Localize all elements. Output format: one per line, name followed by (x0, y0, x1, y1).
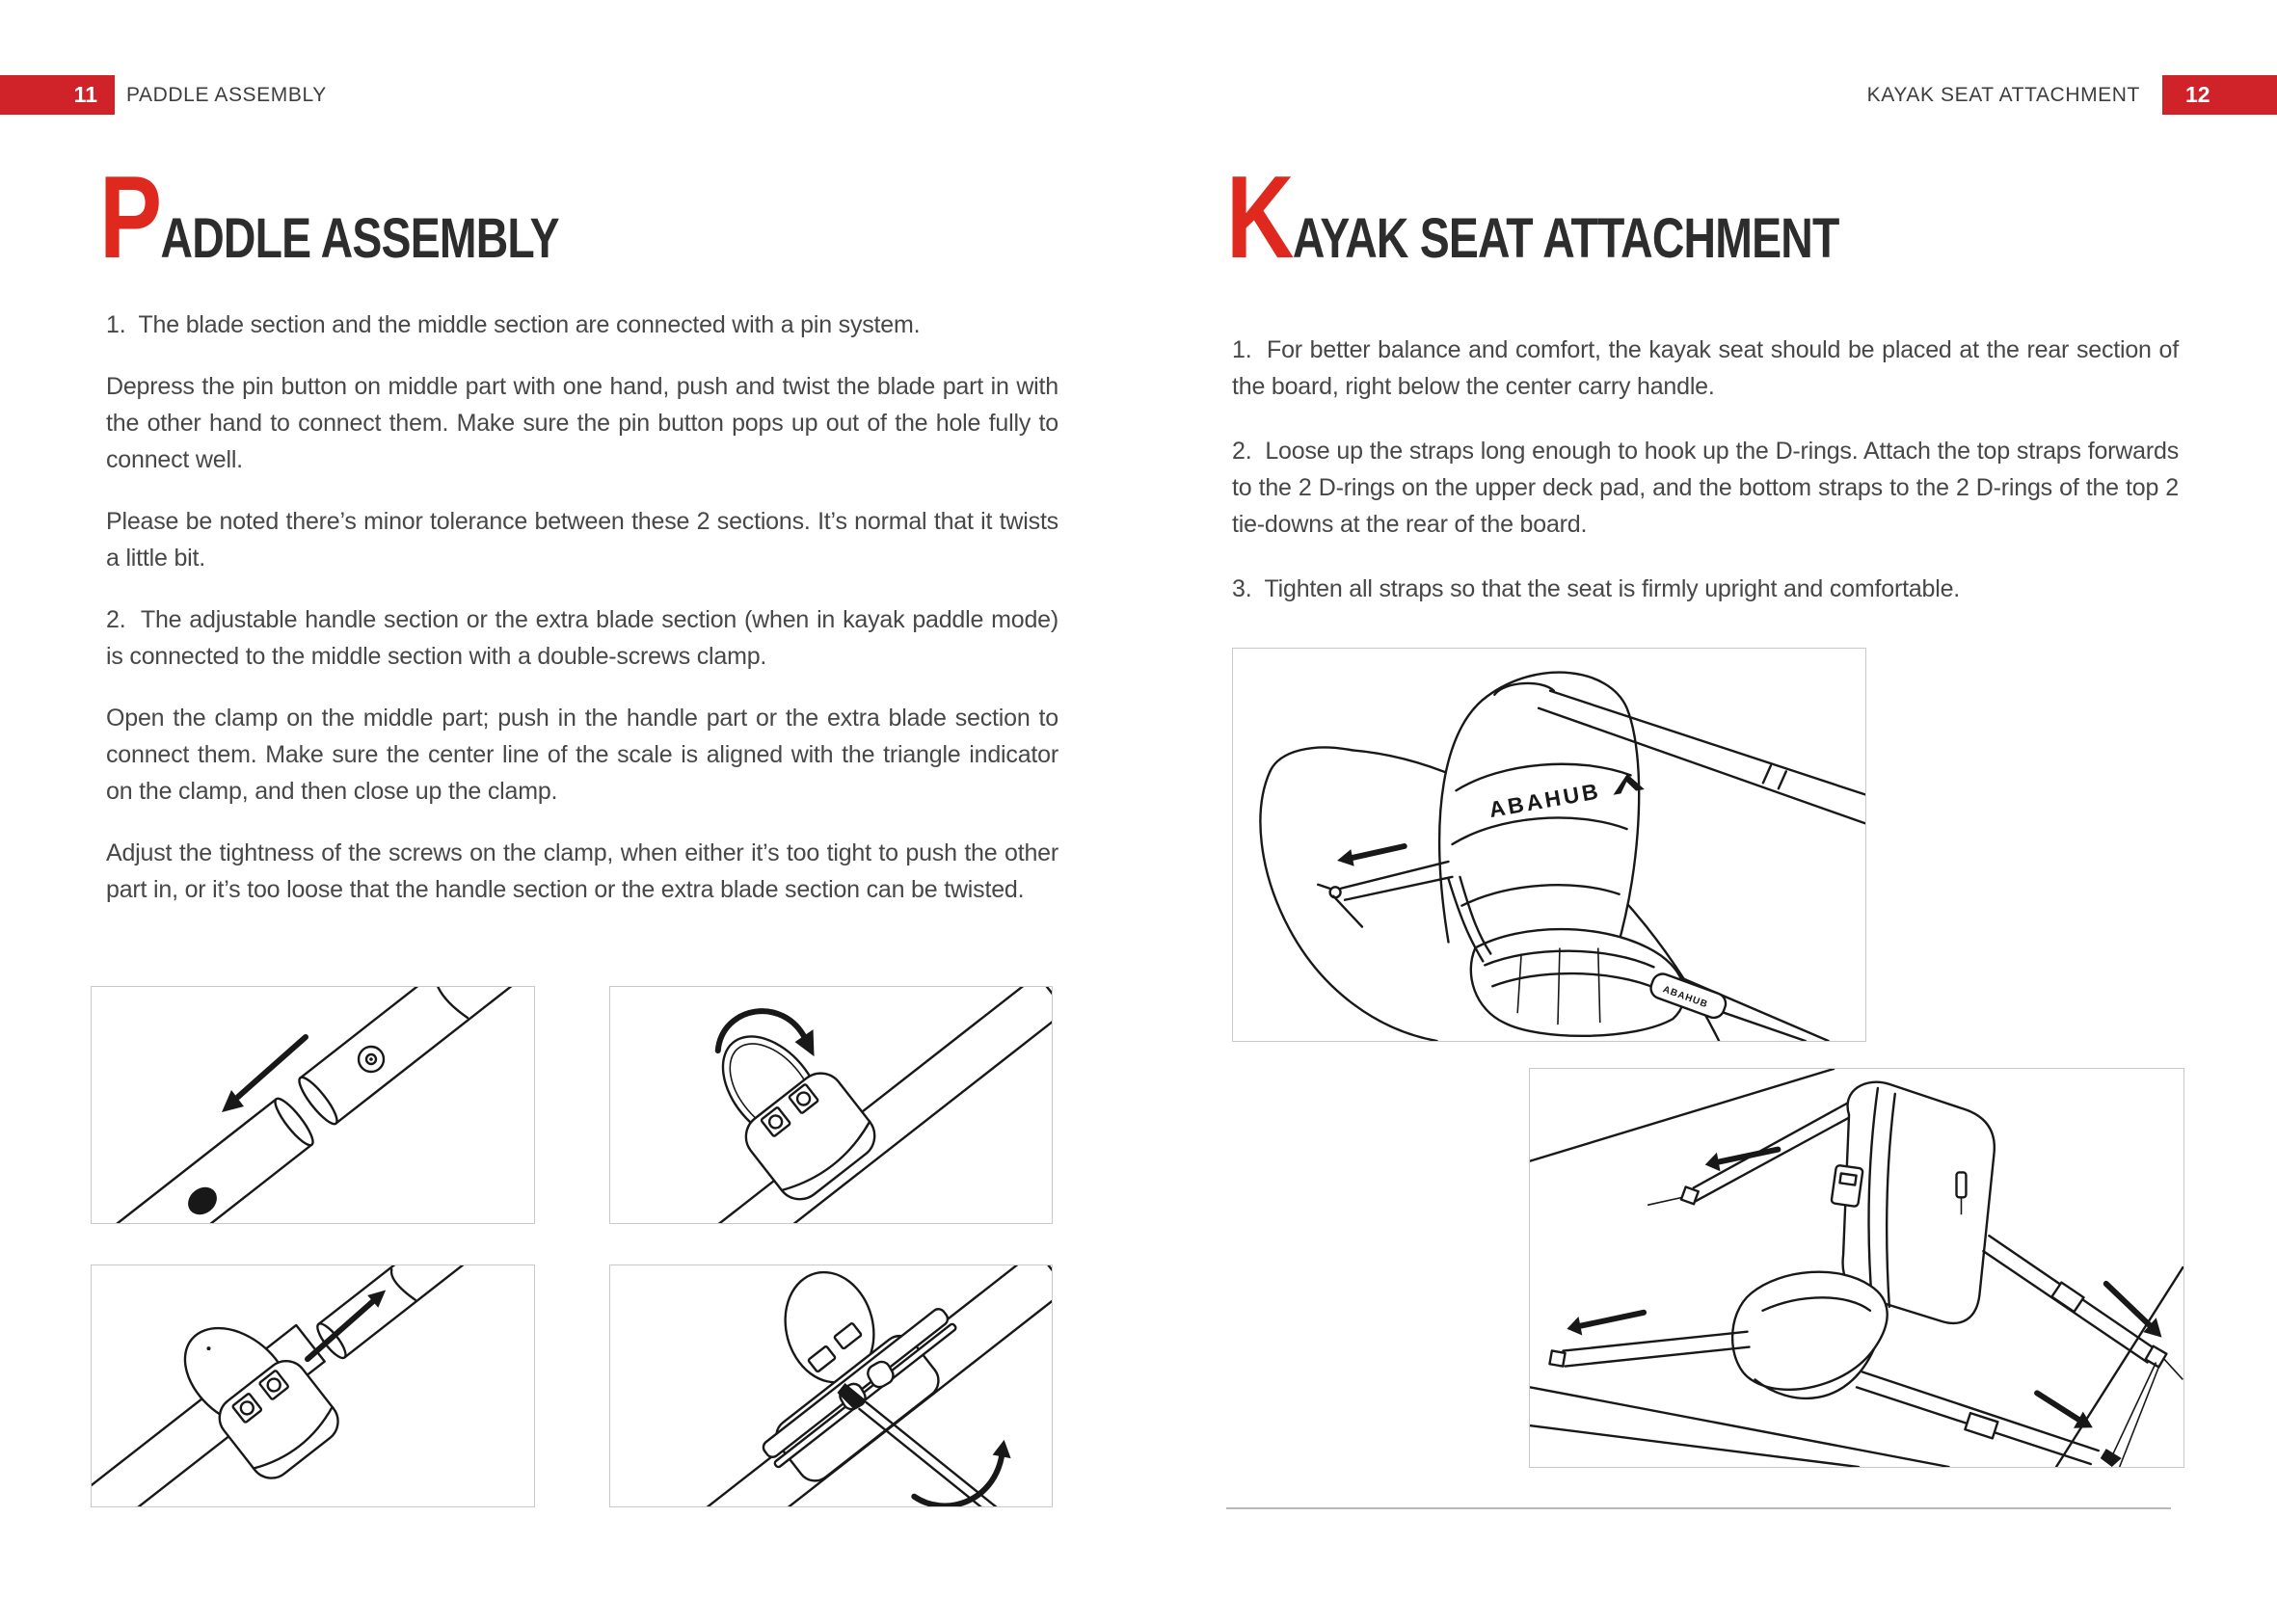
mid-left-strap (1549, 1313, 1749, 1367)
figure-handle-insert (91, 1265, 535, 1507)
running-header-right: KAYAK SEAT ATTACHMENT (1866, 84, 2140, 106)
handle-insert-illustration (92, 1265, 534, 1506)
d-ring (1681, 1186, 1699, 1204)
page-number-badge-right (2162, 75, 2277, 115)
seat-on-board-illustration (1233, 649, 1865, 1041)
running-header-left: PADDLE ASSEMBLY (126, 84, 327, 106)
figure-clamp-close (609, 986, 1053, 1224)
d-ring (1549, 1350, 1565, 1366)
seat-logo-text: ABAHUB (1487, 778, 1603, 823)
strap-arrow (1567, 1317, 1582, 1336)
page-title-right (1226, 151, 1839, 282)
figure-screw-adjust (609, 1265, 1053, 1507)
figure-pin-connection (91, 986, 535, 1224)
seat-base (1732, 1272, 1888, 1398)
seat-straps-rear-illustration (1530, 1069, 2183, 1467)
title-rest-left: ADDLE ASSEMBLY (160, 207, 559, 270)
paragraph: Depress the pin button on middle part with one hand, push and twist the blade part in with the other hand to connect them. Make sure the pin button pops up out of the hole fully to connect well. (106, 373, 1058, 473)
kayak-seat-backrest (1439, 673, 1646, 970)
paragraph: Please be noted there’s minor tolerance between these 2 sections. It’s normal that it twists a little bit. (106, 508, 1058, 572)
figure-seat-on-board (1232, 648, 1866, 1042)
d-ring (1330, 887, 1341, 897)
left-page-body (106, 306, 1058, 933)
page-number-right: 12 (2185, 82, 2210, 107)
rotate-arrow (914, 1440, 1010, 1506)
bottom-right-strap (1857, 1363, 2156, 1467)
screw-adjust-illustration (610, 1265, 1052, 1506)
push-direction-arrow (222, 1037, 306, 1112)
title-rest-right: AYAK SEAT ATTACHMENT (1292, 207, 1839, 270)
footer-divider (1226, 1507, 2171, 1509)
paragraph: 1. For better balance and comfort, the kayak seat should be placed at the rear section of the board, right below the center carry handle. (1232, 336, 2179, 400)
seat-handle-logo-text: ABAHUB (1661, 984, 1710, 1011)
title-dropcap-right: K (1226, 151, 1293, 282)
paddle-lower-shaft (92, 1094, 318, 1223)
paragraph: Open the clamp on the middle part; push in the handle part or the extra blade section to connect them. Make sure the center line of the scale is aligned with the triangle indicator on the clamp, and then close up the clamp. (106, 705, 1058, 805)
page-title-left (99, 151, 559, 282)
strap-adjuster (2051, 1283, 2083, 1312)
paragraph: 2. Loose up the straps long enough to hook up the D-rings. Attach the top straps forwards to the 2 D-rings on the upper deck pad, and the bottom straps to the 2 D-rings of the top 2 tie-downs at the rear of the board. (1232, 438, 2179, 538)
strap-arrow (1705, 1153, 1721, 1172)
right-page-body (1232, 332, 2179, 635)
clamp-close-illustration (610, 987, 1052, 1223)
strap-adjuster (1965, 1413, 1997, 1438)
strap-buckle (1831, 1165, 1862, 1207)
figure-seat-straps-rear (1529, 1068, 2184, 1468)
paragraph: Adjust the tightness of the screws on the clamp, when either it’s too tight to push the other part in, or it’s too loose that the handle section or the extra blade section can be twisted. (106, 839, 1058, 903)
page-number-left: 11 (73, 82, 97, 107)
title-dropcap-left: P (99, 151, 161, 282)
strap-hook (2101, 1449, 2122, 1467)
paddle-upper-shaft (294, 987, 534, 1129)
paragraph: 2. The adjustable handle section or the extra blade section (when in kayak paddle mode) is connected to the middle section with a double-screws clamp. (106, 606, 1058, 670)
paragraph: 1. The blade section and the middle section are connected with a pin system. (106, 311, 921, 338)
pin-connection-illustration (92, 987, 534, 1223)
handle-section-tube (313, 1265, 534, 1362)
paragraph: 3. Tighten all straps so that the seat is firmly upright and comfortable. (1232, 575, 1961, 602)
right-strap (1983, 1236, 2183, 1467)
page-number-badge-left (0, 75, 115, 115)
strap-direction-arrow (1337, 846, 1405, 866)
